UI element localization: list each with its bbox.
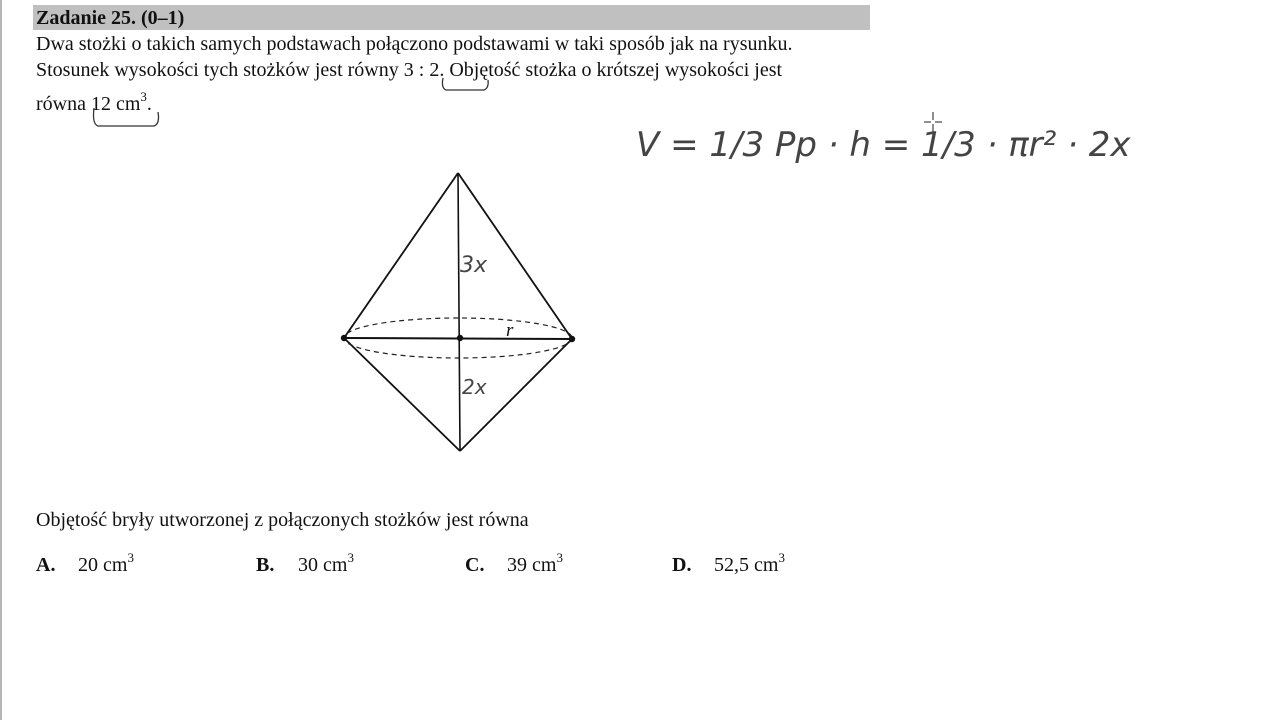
radius-label: r: [506, 320, 514, 341]
handwritten-formula: V = 1/3 Pp · h = 1/3 · πr² · 2x: [636, 125, 1131, 165]
left-vertex-dot: [341, 335, 347, 341]
double-cone-figure: [341, 173, 575, 451]
answer-value: 39 cm: [507, 554, 557, 576]
upper-cone-left-edge: [344, 173, 458, 338]
answer-value: 52,5 cm: [714, 554, 779, 576]
ratio-bracket: [442, 78, 488, 90]
answer-option-a[interactable]: [36, 550, 134, 577]
answer-letter: A.: [36, 554, 56, 576]
answer-exponent: 3: [778, 550, 785, 565]
volume-exponent: 3: [140, 89, 147, 104]
answer-value: 30 cm: [298, 554, 348, 576]
answer-exponent: 3: [127, 550, 134, 565]
center-dot: [457, 335, 463, 341]
task-text-line-2-b: . Objętość stożka o krótszej wysokości jest: [439, 59, 783, 81]
answer-letter: C.: [465, 554, 485, 576]
right-vertex-dot: [569, 336, 575, 342]
answer-letter: B.: [256, 554, 275, 576]
task-text-line-2-a: Stosunek wysokości tych stożków jest równy: [36, 59, 404, 81]
task-text-line-1: Dwa stożki o takich samych podstawach połączono podstawami w taki sposób jak na rysunku.: [36, 33, 793, 55]
height-ratio: 3 : 2: [403, 59, 440, 81]
answer-option-d[interactable]: [672, 550, 785, 577]
answer-letter: D.: [672, 554, 692, 576]
answer-value: 20 cm: [78, 554, 128, 576]
volume-bracket: [94, 108, 159, 126]
question-text: Objętość bryły utworzonej z połączonych stożków jest równa: [36, 509, 529, 531]
lower-height-label: 2x: [462, 375, 487, 399]
answer-option-c[interactable]: [465, 550, 563, 577]
task-title: Zadanie 25. (0–1): [36, 7, 185, 29]
answer-exponent: 3: [347, 550, 354, 565]
answer-exponent: 3: [556, 550, 563, 565]
volume-value: 12 cm: [90, 93, 141, 115]
answer-option-b[interactable]: [256, 550, 354, 577]
upper-height-label: 3x: [460, 253, 488, 278]
heights-axis: [458, 173, 460, 451]
task-text-line-3-b: .: [146, 93, 152, 115]
task-text-line-3-a: równa: [36, 93, 91, 115]
